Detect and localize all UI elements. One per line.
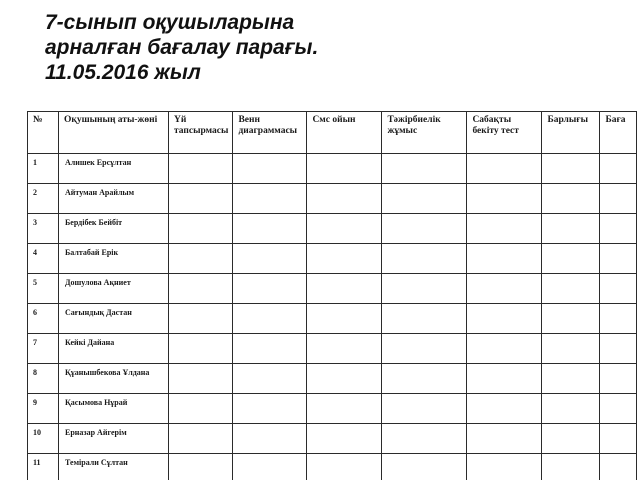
cell-practical[interactable] bbox=[382, 154, 467, 184]
cell-venn[interactable] bbox=[233, 424, 307, 454]
cell-test[interactable] bbox=[467, 214, 542, 244]
cell-total[interactable] bbox=[542, 154, 600, 184]
cell-grade[interactable] bbox=[600, 274, 637, 304]
header-grade: Баға bbox=[600, 112, 637, 154]
cell-homework[interactable] bbox=[169, 364, 233, 394]
cell-practical[interactable] bbox=[382, 244, 467, 274]
cell-number: 2 bbox=[28, 184, 59, 214]
table-row bbox=[28, 184, 637, 214]
cell-grade[interactable] bbox=[600, 184, 637, 214]
cell-homework[interactable] bbox=[169, 184, 233, 214]
header-total: Барлығы bbox=[542, 112, 600, 154]
cell-homework[interactable] bbox=[169, 454, 233, 480]
header-number: № bbox=[28, 112, 59, 154]
cell-grade[interactable] bbox=[600, 214, 637, 244]
cell-sms-game[interactable] bbox=[307, 244, 382, 274]
table-header-row bbox=[28, 112, 637, 154]
cell-student-name: Кейкі Дайана bbox=[59, 334, 169, 364]
cell-test[interactable] bbox=[467, 364, 542, 394]
cell-number: 3 bbox=[28, 214, 59, 244]
cell-sms-game[interactable] bbox=[307, 424, 382, 454]
table-row bbox=[28, 364, 637, 394]
cell-homework[interactable] bbox=[169, 424, 233, 454]
title-line-1: 7-сынып оқушыларына bbox=[45, 11, 295, 34]
cell-test[interactable] bbox=[467, 334, 542, 364]
cell-practical[interactable] bbox=[382, 304, 467, 334]
cell-total[interactable] bbox=[542, 334, 600, 364]
cell-sms-game[interactable] bbox=[307, 274, 382, 304]
cell-venn[interactable] bbox=[233, 214, 307, 244]
cell-practical[interactable] bbox=[382, 364, 467, 394]
cell-test[interactable] bbox=[467, 184, 542, 214]
cell-practical[interactable] bbox=[382, 184, 467, 214]
header-homework: Үй тапсырмасы bbox=[169, 112, 233, 154]
cell-total[interactable] bbox=[542, 364, 600, 394]
cell-venn[interactable] bbox=[233, 304, 307, 334]
cell-number: 6 bbox=[28, 304, 59, 334]
cell-practical[interactable] bbox=[382, 394, 467, 424]
cell-number: 5 bbox=[28, 274, 59, 304]
table-row bbox=[28, 214, 637, 244]
cell-number: 7 bbox=[28, 334, 59, 364]
cell-practical[interactable] bbox=[382, 424, 467, 454]
table-body bbox=[28, 154, 637, 480]
cell-number: 8 bbox=[28, 364, 59, 394]
title-line-2: арналған бағалау парағы. bbox=[45, 36, 319, 59]
cell-total[interactable] bbox=[542, 214, 600, 244]
cell-venn[interactable] bbox=[233, 364, 307, 394]
cell-test[interactable] bbox=[467, 424, 542, 454]
cell-venn[interactable] bbox=[233, 334, 307, 364]
cell-venn[interactable] bbox=[233, 184, 307, 214]
cell-number: 9 bbox=[28, 394, 59, 424]
cell-homework[interactable] bbox=[169, 154, 233, 184]
cell-student-name: Балтабай Ерік bbox=[59, 244, 169, 274]
cell-venn[interactable] bbox=[233, 154, 307, 184]
header-student-name: Оқушының аты-жөні bbox=[59, 112, 169, 154]
cell-practical[interactable] bbox=[382, 454, 467, 480]
cell-test[interactable] bbox=[467, 454, 542, 480]
cell-sms-game[interactable] bbox=[307, 184, 382, 214]
cell-homework[interactable] bbox=[169, 394, 233, 424]
header-venn-diagram: Венн диаграммасы bbox=[233, 112, 307, 154]
cell-test[interactable] bbox=[467, 274, 542, 304]
cell-homework[interactable] bbox=[169, 244, 233, 274]
cell-grade[interactable] bbox=[600, 454, 637, 480]
cell-student-name: Сағындық Дастан bbox=[59, 304, 169, 334]
cell-test[interactable] bbox=[467, 304, 542, 334]
cell-student-name: Ерназар Айгерім bbox=[59, 424, 169, 454]
table-row bbox=[28, 154, 637, 184]
cell-total[interactable] bbox=[542, 304, 600, 334]
cell-venn[interactable] bbox=[233, 394, 307, 424]
table-row bbox=[28, 244, 637, 274]
cell-number: 1 bbox=[28, 154, 59, 184]
cell-total[interactable] bbox=[542, 394, 600, 424]
title-line-3-date: 11.05.2016 жыл bbox=[45, 61, 201, 84]
cell-grade[interactable] bbox=[600, 394, 637, 424]
cell-sms-game[interactable] bbox=[307, 394, 382, 424]
cell-grade[interactable] bbox=[600, 244, 637, 274]
header-lesson-test: Сабақты бекіту тест bbox=[467, 112, 542, 154]
cell-student-name: Құанышбекова Ұлдана bbox=[59, 364, 169, 394]
cell-test[interactable] bbox=[467, 244, 542, 274]
cell-grade[interactable] bbox=[600, 364, 637, 394]
table-row bbox=[28, 274, 637, 304]
table-row bbox=[28, 454, 637, 480]
cell-practical[interactable] bbox=[382, 334, 467, 364]
cell-sms-game[interactable] bbox=[307, 304, 382, 334]
cell-sms-game[interactable] bbox=[307, 154, 382, 184]
cell-total[interactable] bbox=[542, 424, 600, 454]
cell-grade[interactable] bbox=[600, 334, 637, 364]
cell-student-name: Айтуман Арайлым bbox=[59, 184, 169, 214]
cell-student-name: Бердібек Бейбіт bbox=[59, 214, 169, 244]
cell-homework[interactable] bbox=[169, 274, 233, 304]
cell-venn[interactable] bbox=[233, 244, 307, 274]
cell-student-name: Қасымова Нұрай bbox=[59, 394, 169, 424]
header-sms-game: Смс ойын bbox=[307, 112, 382, 154]
cell-student-name: Алишек Ерсұлтан bbox=[59, 154, 169, 184]
cell-number: 4 bbox=[28, 244, 59, 274]
cell-grade[interactable] bbox=[600, 424, 637, 454]
page-title bbox=[45, 10, 318, 85]
cell-practical[interactable] bbox=[382, 214, 467, 244]
cell-venn[interactable] bbox=[233, 454, 307, 480]
cell-total[interactable] bbox=[542, 454, 600, 480]
cell-student-name: Темірали Сұлтан bbox=[59, 454, 169, 480]
cell-number: 11 bbox=[28, 454, 59, 480]
table-row bbox=[28, 334, 637, 364]
cell-total[interactable] bbox=[542, 244, 600, 274]
cell-total[interactable] bbox=[542, 274, 600, 304]
cell-sms-game[interactable] bbox=[307, 334, 382, 364]
cell-homework[interactable] bbox=[169, 304, 233, 334]
cell-number: 10 bbox=[28, 424, 59, 454]
cell-test[interactable] bbox=[467, 394, 542, 424]
cell-practical[interactable] bbox=[382, 274, 467, 304]
cell-grade[interactable] bbox=[600, 154, 637, 184]
cell-homework[interactable] bbox=[169, 214, 233, 244]
cell-sms-game[interactable] bbox=[307, 214, 382, 244]
cell-total[interactable] bbox=[542, 184, 600, 214]
table-row bbox=[28, 304, 637, 334]
table-row bbox=[28, 424, 637, 454]
cell-venn[interactable] bbox=[233, 274, 307, 304]
cell-sms-game[interactable] bbox=[307, 454, 382, 480]
cell-test[interactable] bbox=[467, 154, 542, 184]
assessment-table bbox=[27, 111, 637, 480]
cell-homework[interactable] bbox=[169, 334, 233, 364]
table-row bbox=[28, 394, 637, 424]
header-practical-work: Тәжірбиелік жұмыс bbox=[382, 112, 467, 154]
cell-student-name: Дошулова Ақниет bbox=[59, 274, 169, 304]
cell-grade[interactable] bbox=[600, 304, 637, 334]
cell-sms-game[interactable] bbox=[307, 364, 382, 394]
